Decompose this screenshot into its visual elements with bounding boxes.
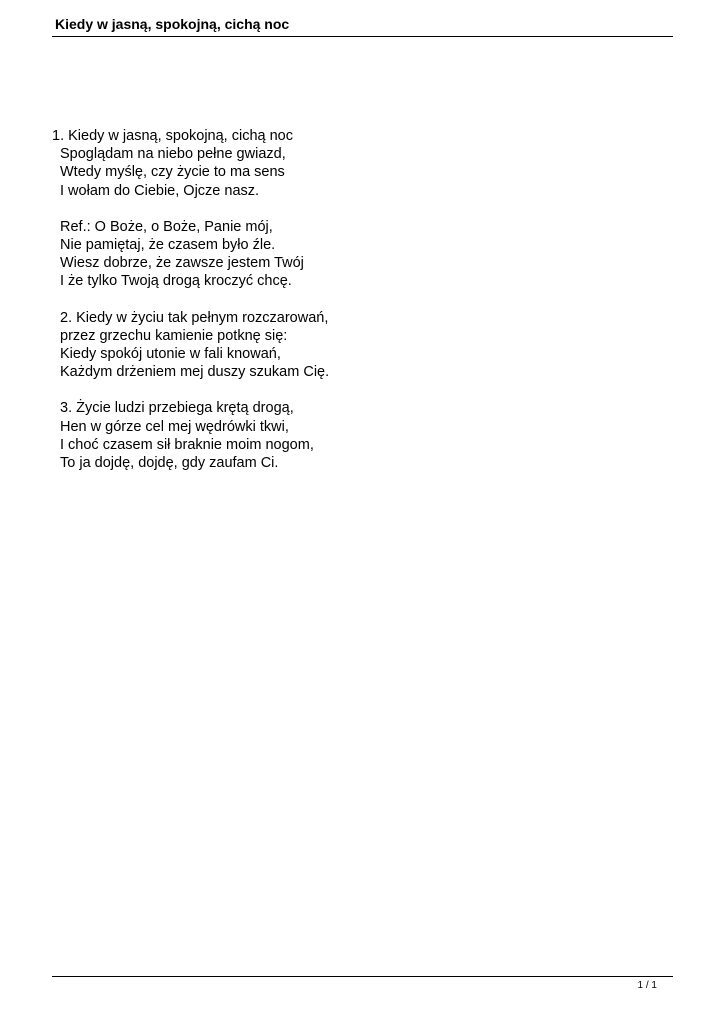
lyric-line: Wiesz dobrze, że zawsze jestem Twój: [60, 255, 304, 272]
lyric-line: Spoglądam na niebo pełne gwiazd,: [60, 146, 286, 163]
lyric-line: Ref.: O Boże, o Boże, Panie mój,: [60, 218, 273, 235]
lyric-line: Każdym drżeniem mej duszy szukam Cię.: [60, 364, 330, 381]
lyric-line: przez grzechu kamienie potknę się:: [60, 327, 288, 344]
lyric-line: Wtedy myślę, czy życie to ma sens: [60, 164, 285, 181]
lyric-line: Kiedy spokój utonie w fali knowań,: [60, 346, 281, 363]
lyric-line: Nie pamiętaj, że czasem było źle.: [60, 237, 276, 254]
lyric-line: I choć czasem sił braknie moim nogom,: [60, 436, 314, 453]
stanza-refrain: [52, 218, 652, 291]
stanza-1: [52, 127, 652, 200]
song-lyrics: [52, 127, 652, 490]
lyric-line: 2. Kiedy w życiu tak pełnym rozczarowań,: [60, 309, 329, 326]
lyric-line: 1. Kiedy w jasną, spokojną, cichą noc: [52, 128, 293, 144]
page-number: 1 / 1: [637, 980, 657, 991]
lyric-line: Hen w górze cel mej wędrówki tkwi,: [60, 418, 289, 435]
stanza-3: [52, 399, 652, 472]
lyric-line: To ja dojdę, dojdę, gdy zaufam Ci.: [60, 455, 279, 472]
stanza-2: [52, 309, 652, 382]
page-footer: [52, 976, 673, 991]
document-title: Kiedy w jasną, spokojną, cichą noc: [55, 16, 290, 32]
lyric-line: I że tylko Twoją drogą kroczyć chcę.: [60, 273, 292, 290]
lyric-line: 3. Życie ludzi przebiega krętą drogą,: [60, 400, 294, 417]
page-header: [52, 14, 673, 37]
lyric-line: I wołam do Ciebie, Ojcze nasz.: [60, 182, 260, 199]
